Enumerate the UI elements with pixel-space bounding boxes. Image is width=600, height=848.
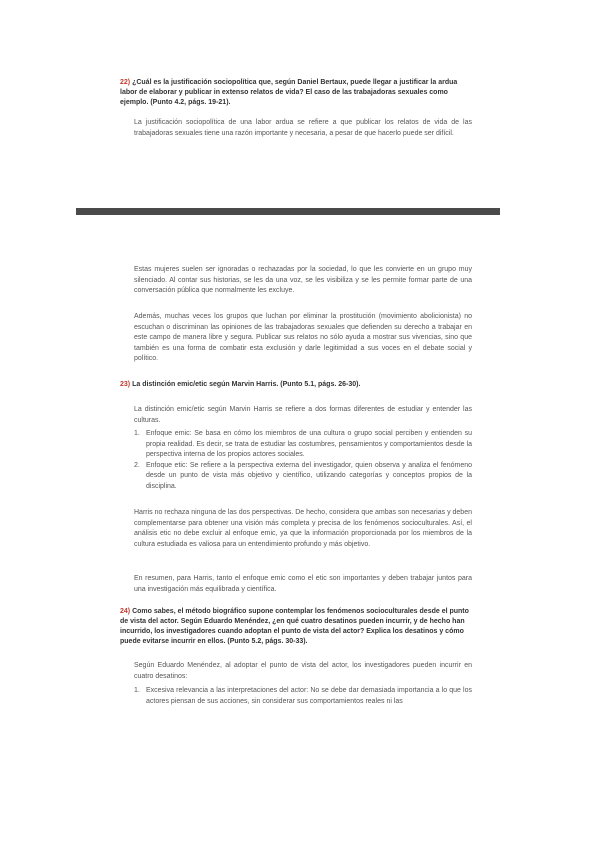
list-item: 2. Enfoque etic: Se refiere a la perspectiva externa del investigador, quien observa y analiza el fenómeno desde un punto de vista más objetivo y científico, utilizando categorías y conceptos propios de la disciplina.	[134, 461, 472, 490]
question-24-heading	[120, 607, 472, 647]
question-number: 22)	[120, 79, 131, 86]
desatinos-list	[134, 686, 472, 707]
paragraph-silenced-group: Estas mujeres suelen ser ignoradas o rechazadas por la sociedad, lo que les convierte en un grupo muy silenciado. Al contar sus historias, se les da una voz, se les visibiliza y se les permite formar parte de una conversación pública que normalmente les excluye.	[134, 266, 472, 295]
question-text: La distinción emic/etic según Marvin Harris. (Punto 5.1, págs. 26-30).	[132, 381, 361, 388]
question-number: 23)	[120, 381, 131, 388]
question-text: ¿Cuál es la justificación sociopolítica que, según Daniel Bertaux, puede llegar a justificar la ardua labor de elaborar y publicar in extenso relatos de vida? El caso de las trabajadoras sexuales como ejemplo. (Punto 4.2, págs. 19-21).	[120, 79, 458, 106]
question-23-heading	[120, 380, 472, 390]
paragraph-harris-both: Harris no rechaza ninguna de las dos perspectivas. De hecho, considera que ambas son necesarias y deben complementarse para obtener una visión más completa y precisa de los fenómenos socioculturales. Así, el análisis etic no debe excluir al enfoque emic, ya que la información proporcionada por los miembros de la cultura estudiada es valiosa para un entendimiento profundo y más objetivo.	[134, 509, 472, 548]
answer-22-paragraph: La justificación sociopolítica de una labor ardua se refiere a que publicar los relatos de vida de las trabajadoras sexuales tiene una razón importante y necesaria, a pesar de que hacerlo puede ser difícil.	[134, 119, 472, 137]
paragraph-summary: En resumen, para Harris, tanto el enfoque emic como el etic son importantes y deben trabajar juntos para una investigación más equilibrada y científica.	[134, 575, 472, 593]
question-text: Como sabes, el método biográfico supone contemplar los fenómenos socioculturales desde el punto de vista del actor. Según Eduardo Menéndez, ¿en qué cuatro desatinos pueden incurrir, y de hecho han incurrido, los investigadores cuando adoptan el punto de vista del actor? Explica los desatinos y cómo puede evitarse incurrir en ellos. (Punto 5.2, págs. 30-33).	[120, 608, 469, 645]
paragraph-abolitionist: Además, muchas veces los grupos que luchan por eliminar la prostitución (movimiento abolicionista) no escuchan o discriminan las opiniones de las trabajadoras sexuales que defienden su derecho a trabajar en este campo de manera libre y segura. Publicar sus relatos no sólo ayuda a mostrar sus vivencias, sino que también es una forma de combatir esta exclusión y darle legitimidad a sus voces en el debate social y político.	[134, 313, 472, 363]
question-number: 24)	[120, 608, 131, 615]
paragraph-emic-etic-intro: La distinción emic/etic según Marvin Harris se refiere a dos formas diferentes de estudiar y entender las culturas.	[134, 406, 472, 424]
list-item: 1. Enfoque emic: Se basa en cómo los miembros de una cultura o grupo social perciben y entienden su propia realidad. Es decir, se trata de estudiar las costumbres, pensamientos y comportamientos desde la perspectiva interna de los propios actores sociales.	[134, 430, 472, 459]
question-22-heading	[120, 78, 472, 108]
emic-etic-list	[134, 429, 472, 493]
page-divider	[76, 208, 500, 215]
paragraph-menendez-intro: Según Eduardo Menéndez, al adoptar el punto de vista del actor, los investigadores pueden incurrir en cuatro desatinos:	[134, 662, 472, 680]
list-item: 1. Excesiva relevancia a las interpretaciones del actor: No se debe dar demasiada importancia a lo que los actores piensan de sus acciones, sin considerar sus comportamientos reales ni las	[134, 687, 472, 705]
